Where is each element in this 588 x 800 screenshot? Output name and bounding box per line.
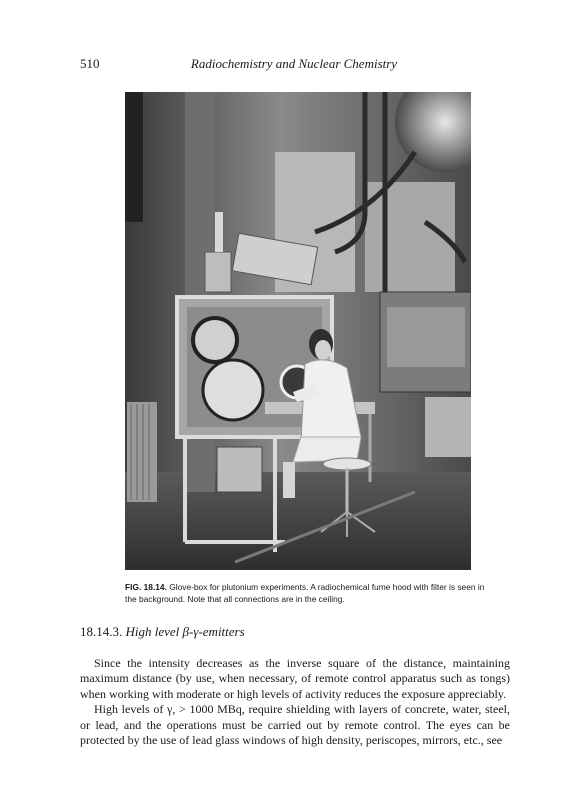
- figure-photo: [125, 92, 471, 570]
- body-text: [80, 656, 510, 748]
- figure-caption-text: Glove-box for plutonium experiments. A radiochemical fume hood with filter is seen in the background. Note that all connections are in the ceiling.: [125, 582, 485, 604]
- page-number: 510: [80, 56, 100, 71]
- running-head: Radiochemistry and Nuclear Chemistry: [190, 56, 398, 71]
- paragraph-2: High levels of γ, > 1000 MBq, require shielding with layers of concrete, water, steel, or lead, and the operations must be carried out by remote control. The eyes can be protected by the use of lead glass windows of high density, periscopes, mirrors, etc., see: [80, 702, 510, 748]
- paragraph-1: Since the intensity decreases as the inverse square of the distance, maintaining maximum distance (by use, when necessary, of remote control apparatus such as tongs) when working with moderate or high levels of activity reduces the exposure appreciably.: [80, 656, 510, 701]
- figure-label: FIG. 18.14.: [125, 582, 167, 592]
- section-number: 18.14.3.: [80, 624, 123, 639]
- section-title: High level β-γ-emitters: [125, 624, 245, 639]
- figure-caption: [125, 581, 485, 605]
- section-heading: [80, 624, 245, 640]
